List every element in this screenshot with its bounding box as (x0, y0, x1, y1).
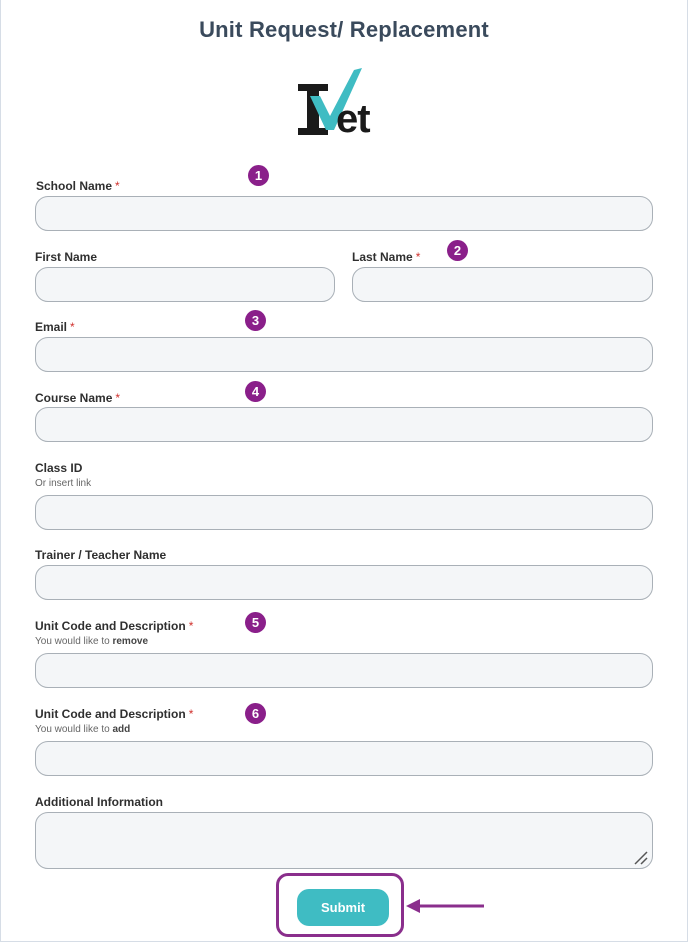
annotation-marker-5: 5 (245, 612, 266, 633)
page-title: Unit Request/ Replacement (199, 17, 489, 42)
resize-grip-icon[interactable] (633, 850, 649, 866)
course-name-input[interactable] (35, 407, 653, 442)
annotation-marker-2: 2 (447, 240, 468, 261)
unit-remove-input[interactable] (35, 653, 653, 688)
class-id-hint: Or insert link (35, 478, 92, 489)
unit-add-hint: You would like to add (35, 724, 131, 735)
arrow-left-icon (404, 896, 486, 916)
unit-remove-label: Unit Code and Description * (35, 619, 194, 633)
trainer-name-label: Trainer / Teacher Name (35, 548, 167, 562)
email-label: Email * (35, 320, 75, 334)
ivet-logo (296, 66, 392, 138)
additional-info-label: Additional Information (35, 795, 163, 809)
annotation-marker-3: 3 (245, 310, 266, 331)
unit-remove-hint: You would like to remove (35, 636, 149, 647)
unit-add-label: Unit Code and Description * (35, 707, 194, 721)
first-name-input[interactable] (35, 267, 335, 302)
school-name-label: School Name * (36, 179, 120, 193)
annotation-marker-4: 4 (245, 381, 266, 402)
course-name-label: Course Name * (35, 391, 121, 405)
svg-text:et: et (336, 97, 370, 138)
annotation-marker-1: 1 (248, 165, 269, 186)
logo-graphic (296, 66, 392, 138)
class-id-label: Class ID (35, 461, 83, 475)
trainer-name-input[interactable] (35, 565, 653, 600)
last-name-label: Last Name * (352, 250, 421, 264)
last-name-input[interactable] (352, 267, 653, 302)
school-name-input[interactable] (35, 196, 653, 231)
email-input[interactable] (35, 337, 653, 372)
submit-button[interactable]: Submit (297, 889, 389, 926)
annotation-marker-6: 6 (245, 703, 266, 724)
first-name-label: First Name (35, 250, 98, 264)
unit-add-input[interactable] (35, 741, 653, 776)
class-id-input[interactable] (35, 495, 653, 530)
additional-info-textarea[interactable] (35, 812, 653, 869)
